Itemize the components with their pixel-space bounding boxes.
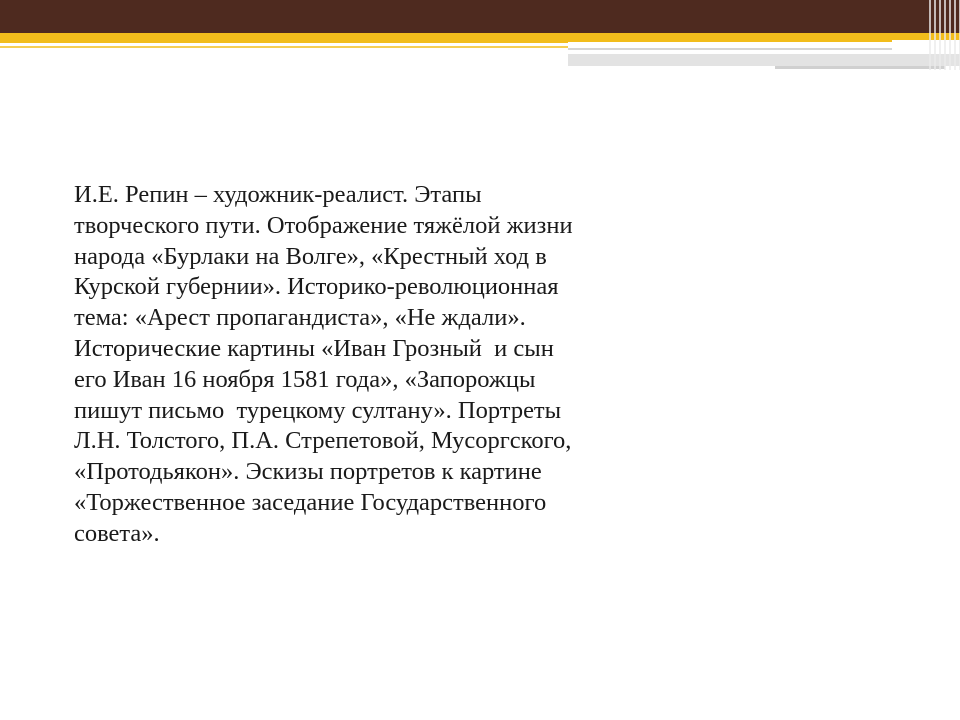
slide-body-text: [74, 180, 714, 550]
header-gray-band: [568, 54, 960, 66]
body-line: Л.Н. Толстого, П.А. Стрепетовой, Мусоргского,: [74, 427, 572, 455]
body-line: И.Е. Репин – художник-реалист. Этапы: [74, 181, 482, 208]
body-line: «Торжественное заседание Государственного: [74, 488, 547, 516]
body-line: пишут письмо турецкому султану». Портреты: [74, 396, 562, 424]
header-gold-stripe: [0, 33, 568, 43]
body-line: творческого пути. Отображение тяжёлой жизни: [74, 211, 573, 239]
header-gold-stripe-middle: [568, 33, 892, 42]
body-line: совета».: [74, 519, 160, 547]
header-brown-band: [0, 0, 960, 33]
header-gray-line: [568, 48, 892, 50]
body-line: Исторические картины «Иван Грозный и сын: [74, 334, 554, 362]
header-gold-thin-line: [0, 46, 568, 48]
body-line: «Протодьякон». Эскизы портретов к картине: [74, 458, 542, 486]
body-line: тема: «Арест пропагандиста», «Не ждали».: [74, 304, 526, 332]
header-gray-line-lower: [775, 66, 945, 69]
body-line: его Иван 16 ноября 1581 года», «Запорожцы: [74, 365, 536, 393]
header-vertical-stripes: [926, 0, 960, 70]
body-line: Курской губернии». Историко-революционная: [74, 273, 559, 301]
body-line: народа «Бурлаки на Волге», «Крестный ход в: [74, 242, 547, 270]
